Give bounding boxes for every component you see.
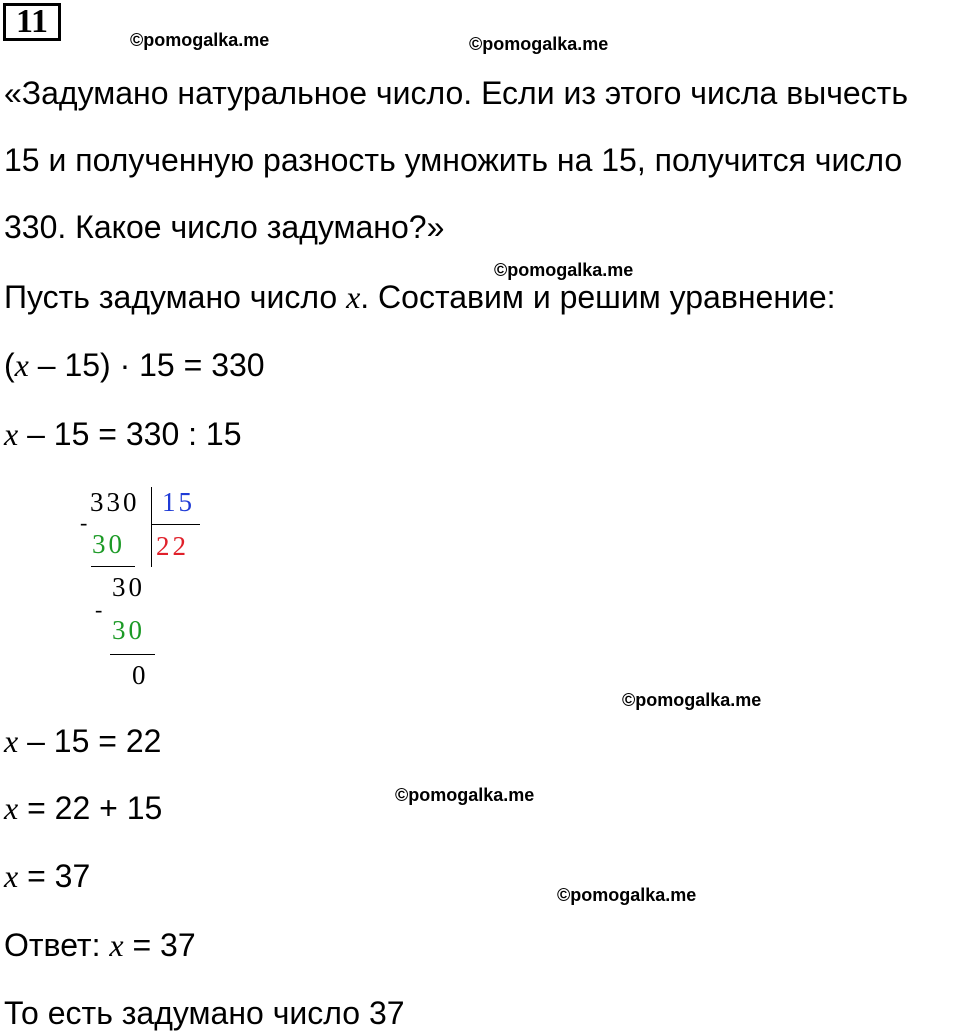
equation-5 xyxy=(4,856,90,896)
divisor: 15 xyxy=(162,487,195,517)
subtrahend-2: 30 xyxy=(112,615,145,645)
intro-text-after: . Составим и решим уравнение: xyxy=(360,279,836,315)
subtraction-line-1 xyxy=(91,566,135,567)
answer-value: = 37 xyxy=(123,927,196,963)
equation-text: = 22 + 15 xyxy=(18,790,163,826)
equation-4 xyxy=(4,788,162,828)
variable-x: x xyxy=(4,858,19,894)
variable-x: x xyxy=(14,347,29,383)
problem-line-3: 330. Какое число задумано?» xyxy=(4,209,445,245)
variable-x: x xyxy=(4,416,19,452)
intro-text-before: Пусть задумано число xyxy=(4,279,347,315)
division-vertical-line xyxy=(151,487,152,567)
watermark: ©pomogalka.me xyxy=(130,30,270,50)
answer xyxy=(4,925,196,965)
divisor-underline xyxy=(151,524,200,525)
equation-1 xyxy=(4,345,265,385)
watermark: ©pomogalka.me xyxy=(557,885,697,905)
problem-line-1: «Задумано натуральное число. Если из этого числа вычесть xyxy=(4,75,908,111)
solution-intro xyxy=(4,277,836,317)
variable-x: x xyxy=(4,790,19,826)
equation-text: – 15 = 22 xyxy=(18,723,162,759)
quotient: 22 xyxy=(156,531,189,561)
minus-sign: - xyxy=(80,510,91,535)
equation-text: – 15 = 330 : 15 xyxy=(18,416,242,452)
equation-text: – 15) · 15 = 330 xyxy=(28,347,265,383)
variable-x: x xyxy=(4,723,19,759)
variable-x: x xyxy=(109,927,124,963)
subtrahend-1: 30 xyxy=(92,529,125,559)
minus-sign: - xyxy=(95,597,106,622)
problem-line-2: 15 и полученную разность умножить на 15, получится число xyxy=(4,142,903,178)
subtraction-line-2 xyxy=(110,654,155,655)
watermark: ©pomogalka.me xyxy=(622,690,762,710)
variable-x: x xyxy=(346,279,361,315)
answer-label: Ответ: xyxy=(4,927,110,963)
equation-3 xyxy=(4,721,161,761)
open-paren: ( xyxy=(4,347,15,383)
task-number: 11 xyxy=(3,3,61,41)
watermark: ©pomogalka.me xyxy=(395,785,535,805)
equation-2 xyxy=(4,414,242,454)
watermark: ©pomogalka.me xyxy=(494,260,634,280)
dividend: 330 xyxy=(90,487,140,517)
equation-text: = 37 xyxy=(18,858,91,894)
watermark: ©pomogalka.me xyxy=(469,34,609,54)
final-remainder: 0 xyxy=(132,660,149,690)
remainder-1: 30 xyxy=(112,572,145,602)
conclusion: То есть задумано число 37 xyxy=(4,995,405,1031)
